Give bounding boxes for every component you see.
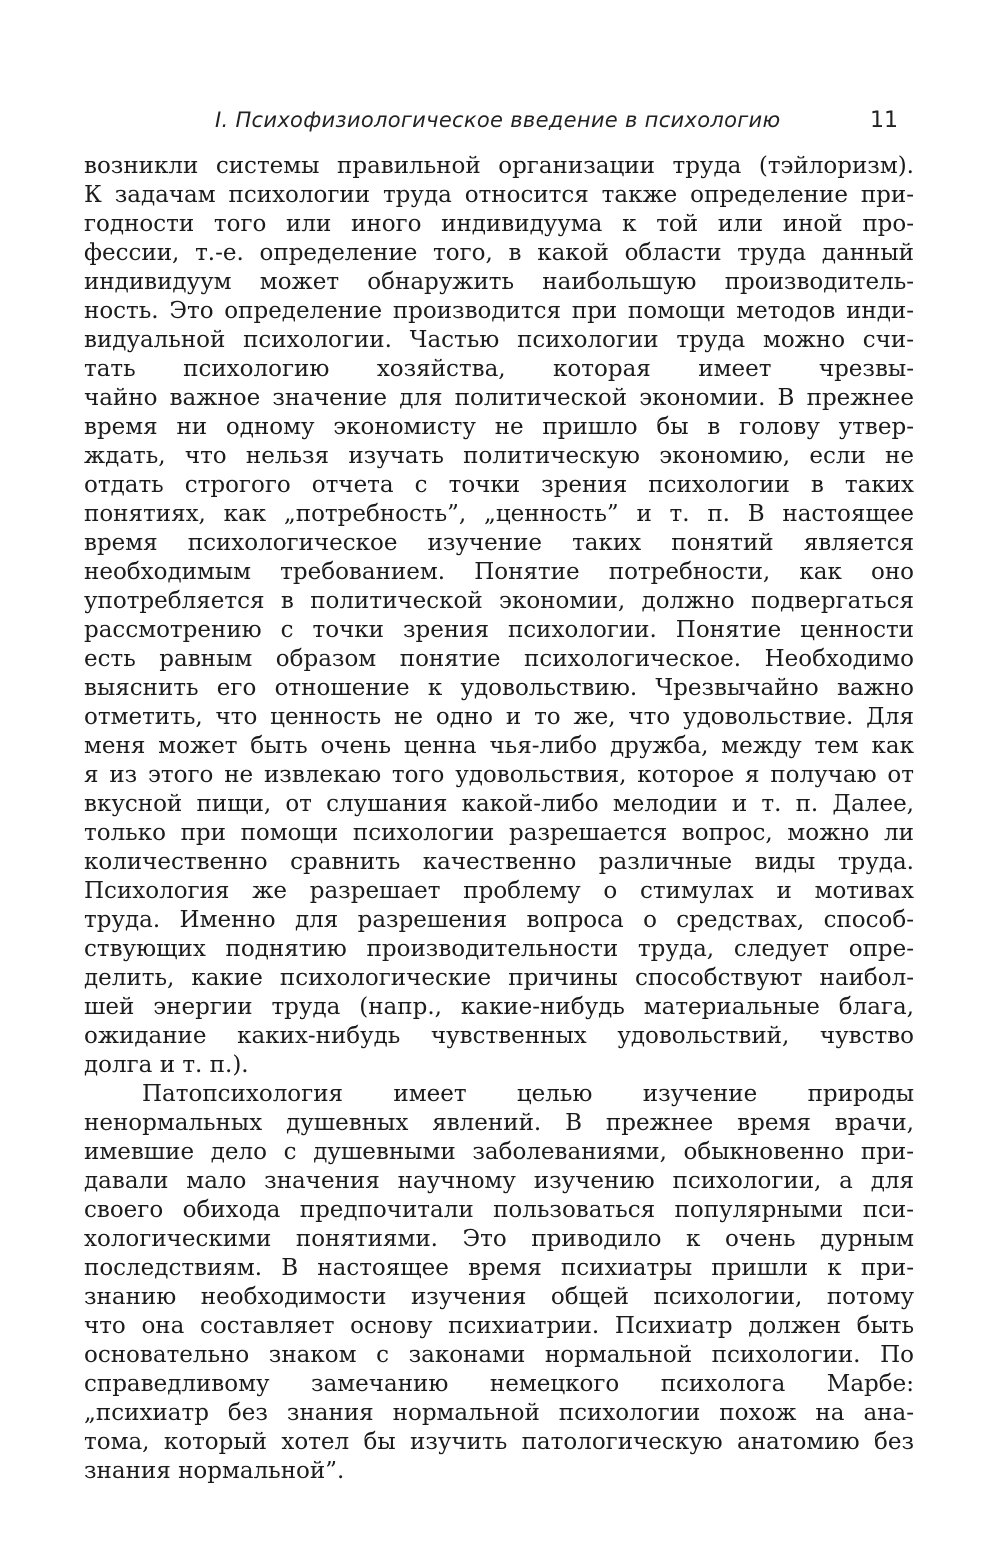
text-line: возникли системы правильной организации труда (тэйлоризм). <box>84 153 914 179</box>
text-line: время психологическое изучение таких понятий является <box>84 530 914 556</box>
text-line: давали мало значения научному изучению психологии, а для <box>84 1168 914 1194</box>
page-number: 11 <box>870 108 898 133</box>
text-line: ствующих поднятию производительности труда, следует опре- <box>84 936 914 962</box>
text-line: что она составляет основу психиатрии. Психиатр должен быть <box>84 1313 914 1339</box>
text-line: меня может быть очень ценна чья-либо дружба, между тем как <box>84 733 914 759</box>
text-line: выяснить его отношение к удовольствию. Чрезвычайно важно <box>84 675 914 701</box>
text-line: справедливому замечанию немецкого психолога Марбе: <box>84 1371 914 1397</box>
text-line: ждать, что нельзя изучать политическую экономию, если не <box>84 443 914 469</box>
text-line: видуальной психологии. Частью психологии труда можно счи- <box>84 327 914 353</box>
text-line: годности того или иного индивидуума к той или иной про- <box>84 211 914 237</box>
text-line: Психология же разрешает проблему о стимулах и мотивах <box>84 878 914 904</box>
text-line: своего обихода предпочитали пользоваться популярными пси- <box>84 1197 914 1223</box>
text-line: Патопсихология имеет целью изучение природы <box>142 1081 914 1107</box>
text-line: вкусной пищи, от слушания какой-либо мелодии и т. п. Далее, <box>84 791 914 817</box>
text-line: отдать строгого отчета с точки зрения психологии в таких <box>84 472 914 498</box>
text-line: тать психологию хозяйства, которая имеет чрезвы- <box>84 356 914 382</box>
text-line: понятиях, как „потребность”, „ценность” и т. п. В настоящее <box>84 501 914 527</box>
text-line: ненормальных душевных явлений. В прежнее время врачи, <box>84 1110 914 1136</box>
text-line: ность. Это определение производится при помощи методов инди- <box>84 298 914 324</box>
running-title: I. Психофизиологическое введение в психологию <box>215 108 781 132</box>
text-line: шей энергии труда (напр., какие-нибудь материальные блага, <box>84 994 914 1020</box>
text-line: последствиям. В настоящее время психиатры пришли к при- <box>84 1255 914 1281</box>
text-line: хологическими понятиями. Это приводило к очень дурным <box>84 1226 914 1252</box>
text-line: я из этого не извлекаю того удовольствия, которое я получаю от <box>84 762 914 788</box>
text-line: основательно знаком с законами нормальной психологии. По <box>84 1342 914 1368</box>
text-line: необходимым требованием. Понятие потребности, как оно <box>84 559 914 585</box>
text-line: чайно важное значение для политической экономии. В прежнее <box>84 385 914 411</box>
text-line: употребляется в политической экономии, должно подвергаться <box>84 588 914 614</box>
text-line: знания нормальной”. <box>84 1458 345 1484</box>
text-line: тома, который хотел бы изучить патологическую анатомию без <box>84 1429 914 1455</box>
text-line: только при помощи психологии разрешается вопрос, можно ли <box>84 820 914 846</box>
text-line: есть равным образом понятие психологическое. Необходимо <box>84 646 914 672</box>
text-line: „психиатр без знания нормальной психологии похож на ана- <box>84 1400 914 1426</box>
running-header <box>90 108 910 144</box>
text-line: индивидуум может обнаружить наибольшую производитель- <box>84 269 914 295</box>
body-text <box>84 152 914 1486</box>
text-line: делить, какие психологические причины способствуют наибол- <box>84 965 914 991</box>
text-line: время ни одному экономисту не пришло бы в голову утвер- <box>84 414 914 440</box>
text-line: долга и т. п.). <box>84 1052 249 1078</box>
text-line: фессии, т.-е. определение того, в какой области труда данный <box>84 240 914 266</box>
text-line: знанию необходимости изучения общей психологии, потому <box>84 1284 914 1310</box>
text-line: рассмотрению с точки зрения психологии. Понятие ценности <box>84 617 914 643</box>
text-line: количественно сравнить качественно различные виды труда. <box>84 849 914 875</box>
text-line: ожидание каких-нибудь чувственных удовольствий, чувство <box>84 1023 914 1049</box>
text-line: К задачам психологии труда относится также определение при- <box>84 182 914 208</box>
text-line: труда. Именно для разрешения вопроса о средствах, способ- <box>84 907 914 933</box>
text-line: отметить, что ценность не одно и то же, что удовольствие. Для <box>84 704 914 730</box>
text-line: имевшие дело с душевными заболеваниями, обыкновенно при- <box>84 1139 914 1165</box>
